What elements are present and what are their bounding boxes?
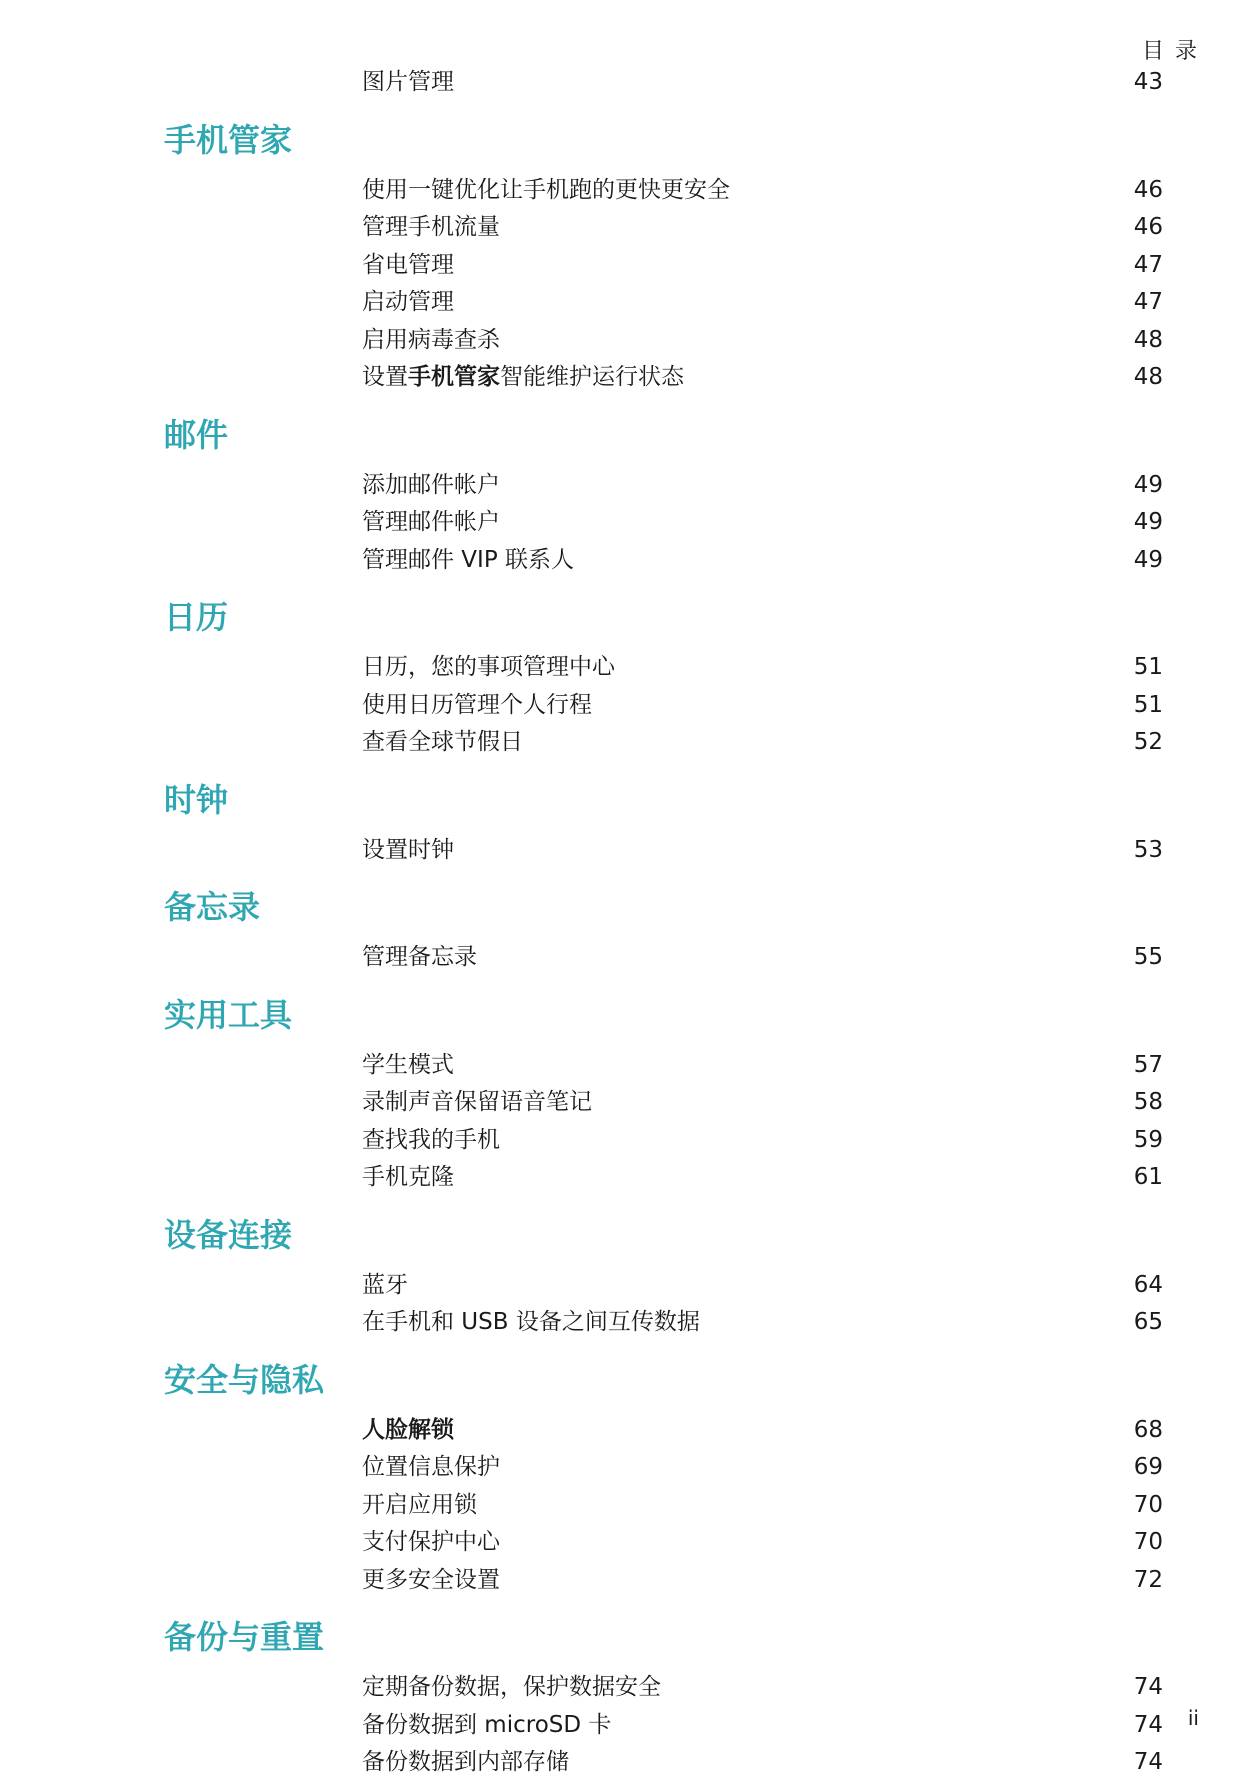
toc-entry-page: 72 <box>1133 1566 1163 1593</box>
toc-entry-label-part: 管理备忘录 <box>362 944 477 970</box>
toc-entry[interactable] <box>0 64 1241 102</box>
toc-entry-label-part: 管理邮件 VIP 联系人 <box>362 546 575 573</box>
toc-entry-label <box>362 1084 592 1122</box>
toc-entry-page: 70 <box>1133 1491 1163 1518</box>
toc-entry-label-part: 智能维护运行状态 <box>500 364 684 390</box>
toc-entry-page: 69 <box>1133 1454 1163 1480</box>
toc-entry-label-part: 人脸解锁 <box>362 1416 454 1443</box>
toc-entry[interactable] <box>0 724 1241 762</box>
toc-entry-label-part: 手机管家 <box>408 364 500 390</box>
toc-entry-label <box>362 284 454 322</box>
toc-section-title[interactable]: 邮件 <box>164 415 229 454</box>
toc-entry-page: 46 <box>1133 176 1163 203</box>
toc-entry-page: 43 <box>1133 69 1163 95</box>
toc-entry-page: 74 <box>1133 1674 1163 1700</box>
table-of-contents <box>0 64 1241 1782</box>
toc-entry-label <box>362 724 523 762</box>
toc-section-title[interactable]: 设备连接 <box>164 1215 293 1254</box>
toc-entry-label-part: 位置信息保护 <box>362 1454 500 1480</box>
toc-entry-page: 49 <box>1133 546 1163 573</box>
toc-entry-page: 52 <box>1133 729 1163 755</box>
toc-entry[interactable] <box>0 1524 1241 1562</box>
toc-entry[interactable] <box>0 1304 1241 1342</box>
toc-entry-page: 48 <box>1133 364 1163 390</box>
toc-entry[interactable] <box>0 542 1241 580</box>
toc-section-title[interactable]: 手机管家 <box>164 120 293 159</box>
toc-entry-label-part: 设置时钟 <box>362 836 454 863</box>
toc-entry-label <box>362 247 454 285</box>
toc-entry-label-part: 手机克隆 <box>362 1164 454 1190</box>
toc-entry-label-part: 添加邮件帐户 <box>362 471 500 498</box>
toc-entry[interactable] <box>0 1707 1241 1745</box>
toc-entry[interactable] <box>0 1449 1241 1487</box>
page-number: ii <box>1187 1706 1199 1730</box>
toc-entry-page: 51 <box>1133 654 1163 680</box>
toc-entry-label <box>362 322 500 360</box>
toc-entry-label-part: 查看全球节假日 <box>362 729 523 755</box>
toc-entry[interactable] <box>0 284 1241 322</box>
toc-entry[interactable] <box>0 1084 1241 1122</box>
toc-entry[interactable] <box>0 1744 1241 1782</box>
toc-entry-label <box>362 939 477 977</box>
toc-entry-label <box>362 1487 477 1525</box>
toc-entry-page: 65 <box>1133 1309 1163 1335</box>
toc-entry-label <box>362 1047 454 1085</box>
toc-entry-page: 74 <box>1133 1711 1163 1738</box>
toc-entry-label-part: 查找我的手机 <box>362 1126 500 1153</box>
toc-entry-label-part: 使用一键优化让手机跑的更快更安全 <box>362 176 730 203</box>
toc-entry-page: 57 <box>1133 1051 1163 1078</box>
toc-entry-label <box>362 1412 454 1450</box>
toc-entry-label-part: 定期备份数据，保护数据安全 <box>362 1674 661 1700</box>
toc-entry-page: 47 <box>1133 251 1163 278</box>
toc-entry-page: 70 <box>1133 1529 1163 1555</box>
toc-entry[interactable] <box>0 1562 1241 1600</box>
toc-entry-label <box>362 1122 500 1160</box>
toc-entry-label <box>362 1304 700 1342</box>
toc-section-title[interactable]: 时钟 <box>164 780 229 819</box>
toc-entry[interactable] <box>0 1669 1241 1707</box>
toc-entry[interactable] <box>0 1267 1241 1305</box>
toc-entry-label <box>362 687 592 725</box>
toc-entry[interactable] <box>0 1159 1241 1197</box>
toc-entry-label <box>362 1267 408 1305</box>
toc-entry[interactable] <box>0 504 1241 542</box>
toc-entry-label <box>362 1159 454 1197</box>
toc-entry[interactable] <box>0 1047 1241 1085</box>
toc-entry[interactable] <box>0 1412 1241 1450</box>
toc-entry-page: 53 <box>1133 836 1163 863</box>
toc-entry[interactable] <box>0 172 1241 210</box>
toc-entry-page: 47 <box>1133 289 1163 315</box>
toc-entry-label-part: 日历，您的事项管理中心 <box>362 654 615 680</box>
toc-entry-page: 58 <box>1133 1089 1163 1115</box>
toc-entry-page: 64 <box>1133 1271 1163 1298</box>
toc-entry-label-part: 管理邮件帐户 <box>362 509 500 535</box>
toc-entry[interactable] <box>0 322 1241 360</box>
toc-entry-label-part: 设置 <box>362 364 408 390</box>
toc-entry[interactable] <box>0 649 1241 687</box>
toc-entry-page: 49 <box>1133 471 1163 498</box>
toc-entry-label-part: 在手机和 USB 设备之间互传数据 <box>362 1309 700 1335</box>
toc-entry[interactable] <box>0 1487 1241 1525</box>
toc-entry-page: 49 <box>1133 509 1163 535</box>
toc-entry[interactable] <box>0 467 1241 505</box>
toc-entry-label-part: 管理手机流量 <box>362 214 500 240</box>
toc-entry[interactable] <box>0 939 1241 977</box>
toc-entry-label-part: 学生模式 <box>362 1051 454 1078</box>
toc-entry[interactable] <box>0 359 1241 397</box>
toc-entry-page: 55 <box>1133 944 1163 970</box>
toc-entry[interactable] <box>0 247 1241 285</box>
toc-entry-page: 74 <box>1133 1749 1163 1775</box>
toc-entry-label <box>362 832 454 870</box>
toc-section-title[interactable]: 备份与重置 <box>164 1618 325 1656</box>
toc-section-title[interactable]: 安全与隐私 <box>164 1360 325 1399</box>
toc-entry-label <box>362 1449 500 1487</box>
page-header-title: 目 录 <box>1142 39 1199 64</box>
toc-entry-label-part: 省电管理 <box>362 251 454 278</box>
toc-section-title[interactable]: 备忘录 <box>164 888 261 926</box>
toc-entry-label-part: 更多安全设置 <box>362 1566 500 1593</box>
toc-entry-label-part: 启用病毒查杀 <box>362 326 500 353</box>
toc-entry-label <box>362 209 500 247</box>
toc-section-title[interactable]: 实用工具 <box>164 995 293 1034</box>
toc-entry-label <box>362 467 500 505</box>
toc-entry-label <box>362 1562 500 1600</box>
toc-entry-label <box>362 649 615 687</box>
toc-entry-label-part: 蓝牙 <box>362 1271 408 1298</box>
toc-entry[interactable] <box>0 209 1241 247</box>
toc-entry[interactable] <box>0 1122 1241 1160</box>
toc-entry[interactable] <box>0 687 1241 725</box>
toc-entry-label-part: 录制声音保留语音笔记 <box>362 1089 592 1115</box>
toc-entry-page: 46 <box>1133 214 1163 240</box>
toc-entry-label <box>362 504 500 542</box>
toc-entry-page: 68 <box>1133 1416 1163 1443</box>
toc-entry-label-part: 图片管理 <box>362 69 454 95</box>
toc-entry-label <box>362 542 574 580</box>
toc-entry-label-part: 支付保护中心 <box>362 1529 500 1555</box>
toc-section-title[interactable]: 日历 <box>164 598 229 636</box>
toc-entry-label-part: 备份数据到内部存储 <box>362 1749 569 1775</box>
toc-entry-page: 48 <box>1133 326 1163 353</box>
toc-entry-page: 51 <box>1133 691 1163 718</box>
toc-entry-page: 59 <box>1133 1126 1163 1153</box>
toc-entry-label-part: 备份数据到 microSD 卡 <box>362 1711 612 1738</box>
toc-entry-label <box>362 1707 611 1745</box>
toc-entry-label <box>362 359 684 397</box>
toc-entry[interactable] <box>0 832 1241 870</box>
toc-entry-label <box>362 1524 500 1562</box>
toc-entry-label-part: 使用日历管理个人行程 <box>362 691 592 718</box>
toc-entry-label <box>362 64 454 102</box>
toc-entry-label <box>362 172 730 210</box>
toc-entry-label-part: 开启应用锁 <box>362 1491 477 1518</box>
toc-entry-label <box>362 1744 569 1782</box>
toc-entry-label-part: 启动管理 <box>362 289 454 315</box>
toc-entry-page: 61 <box>1133 1164 1163 1190</box>
toc-entry-label <box>362 1669 661 1707</box>
